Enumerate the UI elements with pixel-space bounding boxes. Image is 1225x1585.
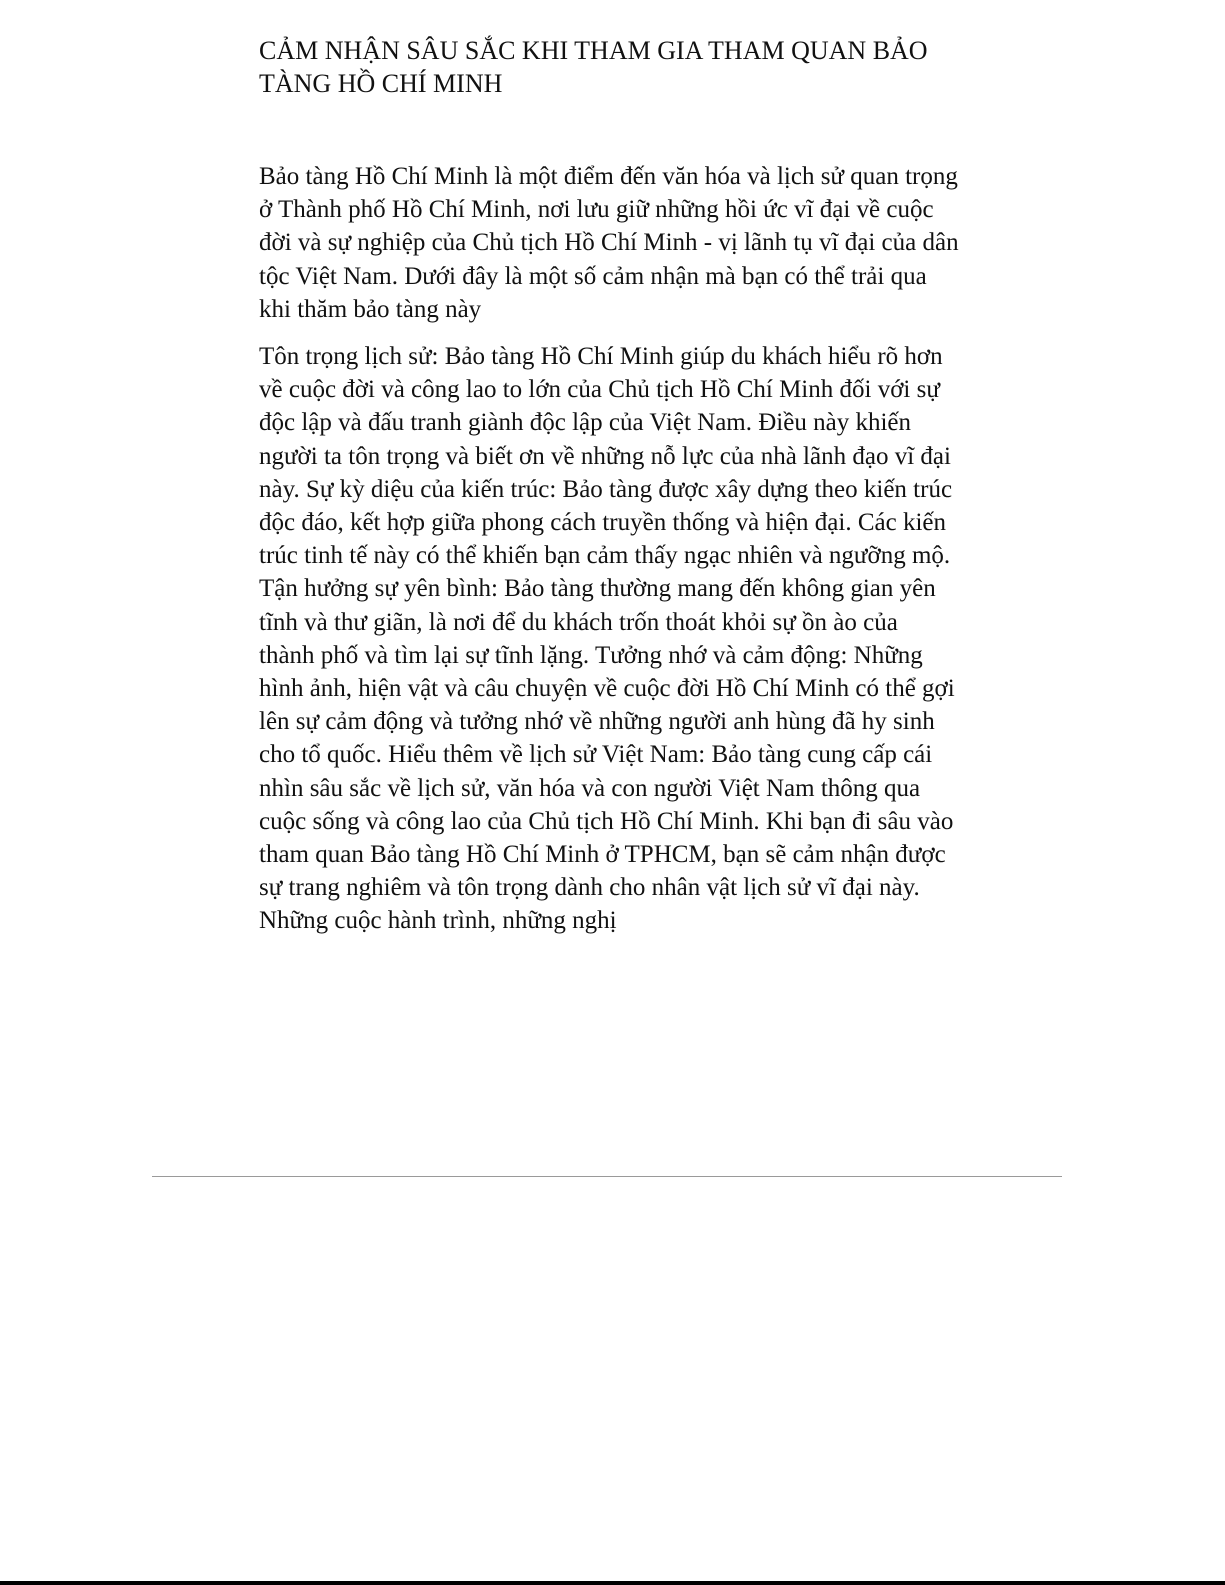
document-title: CẢM NHẬN SÂU SẮC KHI THAM GIA THAM QUAN BẢO TÀNG HỒ CHÍ MINH [259, 36, 928, 98]
document-content [259, 34, 959, 938]
body-paragraph: Tôn trọng lịch sử: Bảo tàng Hồ Chí Minh giúp du khách hiểu rõ hơn về cuộc đời và công lao to lớn của Chủ tịch Hồ Chí Minh đối với sự độc lập và đấu tranh giành độc lập của Việt Nam. Điều này khiến người ta tôn trọng và biết ơn về những nỗ lực của nhà lãnh đạo vĩ đại này. Sự kỳ diệu của kiến trúc: Bảo tàng được xây dựng theo kiến trúc độc đáo, kết hợp giữa phong cách truyền thống và hiện đại. Các kiến trúc tinh tế này có thể khiến bạn cảm thấy ngạc nhiên và ngưỡng mộ. Tận hưởng sự yên bình: Bảo tàng thường mang đến không gian yên tĩnh và thư giãn, là nơi để du khách trốn thoát khỏi sự ồn ào của thành phố và tìm lại sự tĩnh lặng. Tưởng nhớ và cảm động: Những hình ảnh, hiện vật và câu chuyện về cuộc đời Hồ Chí Minh có thể gợi lên sự cảm động và tưởng nhớ về những người anh hùng đã hy sinh cho tổ quốc. Hiểu thêm về lịch sử Việt Nam: Bảo tàng cung cấp cái nhìn sâu sắc về lịch sử, văn hóa và con người Việt Nam thông qua cuộc sống và công lao của Chủ tịch Hồ Chí Minh. Khi bạn đi sâu vào tham quan Bảo tàng Hồ Chí Minh ở TPHCM, bạn sẽ cảm nhận được sự trang nghiêm và tôn trọng dành cho nhân vật lịch sử vĩ đại này. Những cuộc hành trình, những nghị [259, 343, 955, 935]
intro-paragraph: Bảo tàng Hồ Chí Minh là một điểm đến văn hóa và lịch sử quan trọng ở Thành phố Hồ Chí Minh, nơi lưu giữ những hồi ức vĩ đại về cuộc đời và sự nghiệp của Chủ tịch Hồ Chí Minh - vị lãnh tụ vĩ đại của dân tộc Việt Nam. Dưới đây là một số cảm nhận mà bạn có thể trải qua khi thăm bảo tàng này [259, 163, 959, 323]
page-bottom-edge [0, 1581, 1225, 1585]
page-divider [152, 1176, 1062, 1177]
